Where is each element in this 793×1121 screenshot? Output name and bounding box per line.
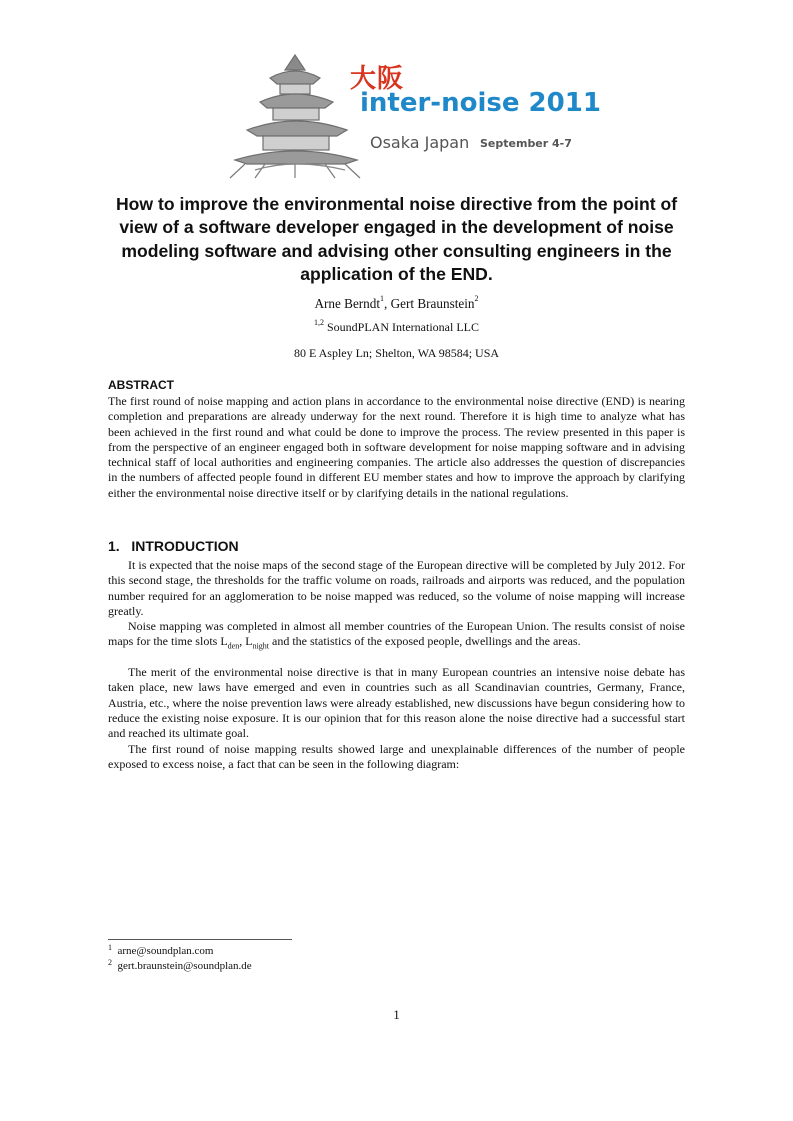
text-run: and the statistics of the exposed people, dwellings and the areas. — [269, 634, 581, 649]
affiliation-mark: 1,2 — [314, 318, 324, 327]
intro-paragraph-3: The merit of the environmental noise directive is that in many European countries an intensive noise debate has taken place, new laws have emerged and even in countries such as all Scandinavian countries, Germany, France, Austria, etc., where the noise prevention laws were already established, new discussions have begun considering how to reduce the existing noise exposure. It is our opinion that for this reason alone the noise directive had a successful start and reached its ultimate goal. — [108, 665, 685, 741]
intro-heading: 1. INTRODUCTION — [108, 538, 239, 554]
paper-title: How to improve the environmental noise directive from the point of view of a software developer engaged in the development of noise modeling software and advising other consulting engineers in the application of the END. — [115, 194, 678, 285]
abstract-text: The first round of noise mapping and action plans in accordance to the environmental noise directive (END) is nearing completion and preparations are already underway for the next round. Therefore it is high time to analyze what has been achieved in the first round and what could be done to improve the process. The review presented in this paper is from the perspective of an engineer engaged both in software development for noise mapping software and in advising technical staff of local authorities and engineering companies. The article also addresses the question of discrepancies in the numbers of affected people found in different EU member states and how to improve the approach by clarifying either the environmental noise directive itself or by clarifying details in the national regulations. — [108, 394, 685, 500]
page-number: 1 — [393, 1007, 400, 1022]
intro-paragraph-2 — [108, 619, 685, 654]
author-name: Gert Braunstein — [390, 296, 475, 311]
text-run: , L — [239, 634, 253, 649]
author-line — [108, 296, 685, 312]
logo-dates: September 4-7 — [480, 137, 572, 150]
intro-paragraph-1: It is expected that the noise maps of the second stage of the European directive will be completed by July 2012. For this second stage, the thresholds for the traffic volume on roads, railroads and airports was reduced, and the population number required for an agglomeration to be noise mapped was reduced, so the volume of noise mapping will increase greatly. — [108, 558, 685, 618]
footnote-mark: 1 — [108, 943, 112, 952]
footnote-text: gert.braunstein@soundplan.de — [117, 960, 252, 972]
footnote-2 — [108, 960, 252, 972]
footnote-1 — [108, 945, 213, 957]
intro-paragraph-4: The first round of noise mapping results showed large and unexplainable differences of the number of people exposed to excess noise, a fact that can be seen in the following diagram: — [108, 742, 685, 772]
author-footnote-mark: 1 — [380, 294, 385, 303]
subscript: den — [227, 641, 240, 651]
text-run: Noise mapping was completed in almost all member countries of the European Union. The results consist of noise maps for the time slots L — [108, 619, 685, 649]
footnote-text: arne@soundplan.com — [117, 945, 214, 957]
author-separator: , — [384, 296, 391, 311]
abstract-heading: ABSTRACT — [108, 378, 174, 392]
logo-kanji: 大阪 — [350, 64, 405, 94]
logo-place: Osaka Japan — [370, 133, 470, 152]
footnote-divider — [108, 939, 292, 940]
address: 80 E Aspley Ln; Shelton, WA 98584; USA — [293, 346, 500, 360]
author-name: Arne Berndt — [314, 296, 381, 311]
osaka-castle-icon — [230, 55, 360, 178]
affiliation-name: SoundPLAN International LLC — [327, 320, 479, 334]
author-footnote-mark: 2 — [474, 294, 479, 303]
affiliation — [108, 320, 685, 335]
footnote-mark: 2 — [108, 958, 112, 967]
logo-title: inter-noise 2011 — [360, 88, 601, 118]
subscript: night — [252, 641, 270, 651]
